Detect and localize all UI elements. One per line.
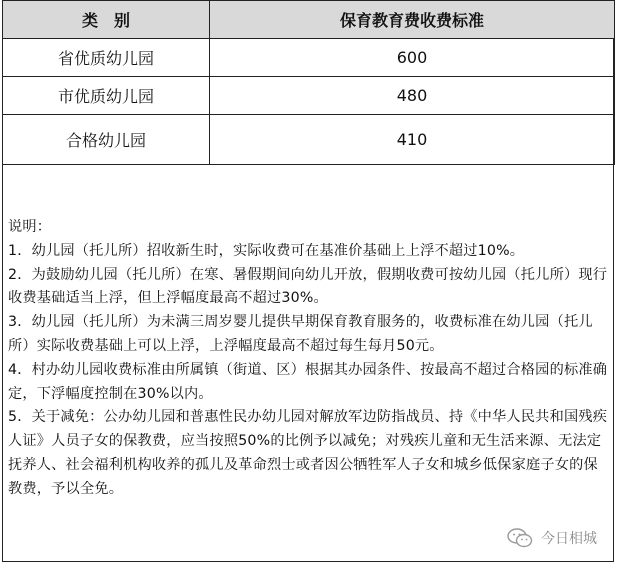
table-row [3, 39, 615, 77]
watermark [507, 528, 597, 548]
note-item: 3．幼儿园（托儿所）为未满三周岁婴儿提供早期保育教育服务的，收费标准在幼儿园（托儿所）实际收费基础上可以上浮，上浮幅度最高不超过每生每月50元。 [8, 314, 593, 354]
table-row [3, 115, 615, 165]
header-fee-standard: 保育教育费收费标准 [210, 1, 615, 39]
cell-category: 市优质幼儿园 [3, 77, 210, 115]
wechat-icon [507, 528, 533, 548]
note-item: 2．为鼓励幼儿园（托儿所）在寒、暑假期间向幼儿开放，假期收费可按幼儿园（托儿所）现行收费基础适当上浮，但上浮幅度最高不超过30%。 [8, 266, 608, 307]
table-header-row [3, 1, 615, 39]
cell-fee: 600 [210, 39, 615, 77]
note-item: 5．关于减免：公办幼儿园和普惠性民办幼儿园对解放军边防指战员、持《中华人民共和国残疾人证》人员子女的保教费，应当按照50%的比例予以减免；对残疾儿童和无生活来源、无法定抚养人、社会福利机构收养的孤儿及革命烈士或者因公牺牲军人子女和城乡低保家庭子女的保教费，予以全免。 [8, 409, 608, 497]
notes-section [8, 216, 612, 502]
notes-heading: 说明： [8, 219, 52, 235]
header-category: 类 别 [3, 1, 210, 39]
note-item: 4．村办幼儿园收费标准由所属镇（街道、区）根据其办园条件、按最高不超过合格园的标准确定，下浮幅度控制在30%以内。 [8, 361, 608, 402]
fee-standard-table [2, 0, 615, 165]
cell-category: 省优质幼儿园 [3, 39, 210, 77]
table-row [3, 77, 615, 115]
watermark-text: 今日相城 [541, 531, 597, 547]
cell-fee: 410 [210, 115, 615, 165]
cell-fee: 480 [210, 77, 615, 115]
note-item: 1．幼儿园（托儿所）招收新生时，实际收费可在基准价基础上上浮不超过10%。 [8, 242, 525, 259]
cell-category: 合格幼儿园 [3, 115, 210, 165]
